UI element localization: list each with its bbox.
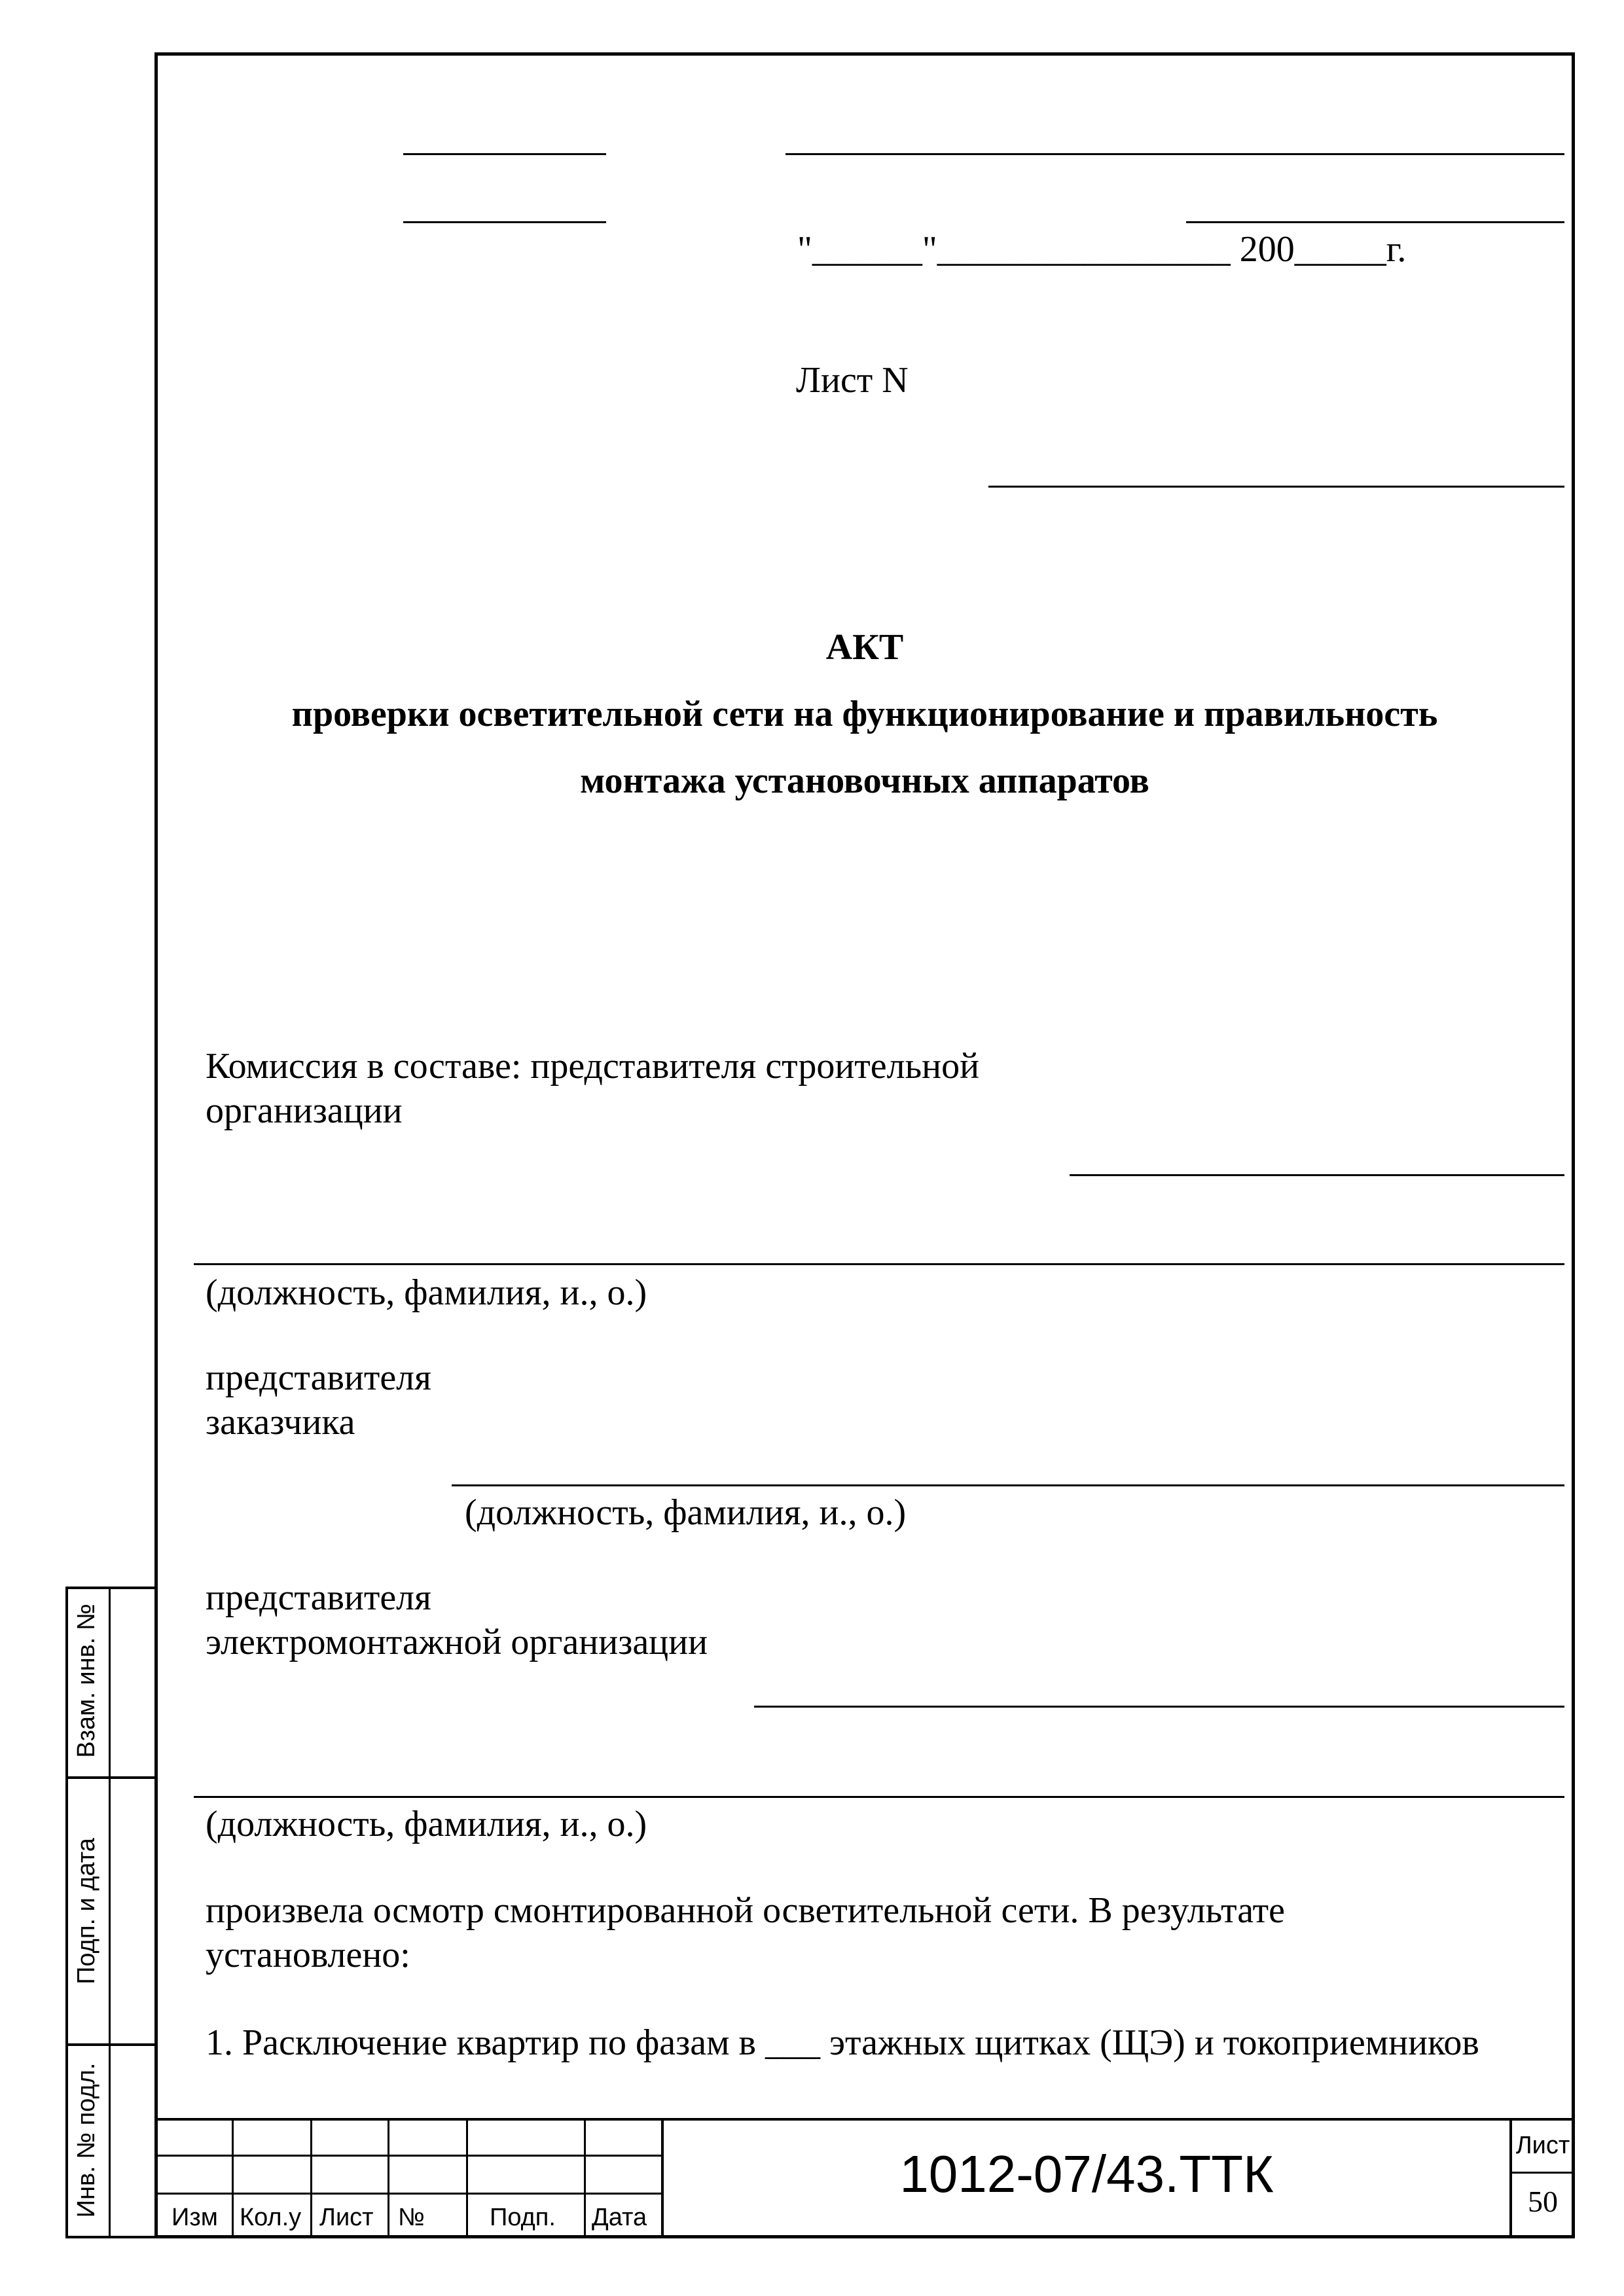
header-blank-line (785, 153, 1564, 155)
side-stamp-inv: Инв. № подл. (73, 2062, 100, 2218)
electro-text: представителя (206, 1577, 431, 1618)
header-blank-line (988, 486, 1564, 488)
title-block-border (154, 2118, 1575, 2121)
title-block-row (154, 2193, 662, 2195)
title-block-row (154, 2155, 662, 2157)
document-code: 1012-07/43.ТТК (899, 2145, 1274, 2203)
date-line: "______"________________ 200_____г. (797, 229, 1407, 270)
title-block-no: № (398, 2204, 425, 2231)
title-block-izm: Изм (171, 2204, 218, 2231)
sheet-number-label: Лист N (796, 360, 909, 401)
title-block-col (466, 2118, 468, 2238)
title-block-col (388, 2118, 389, 2238)
title-block-kolu: Кол.у (240, 2204, 302, 2231)
signature-line (754, 1706, 1564, 1708)
side-stamp-podp: Подп. и дата (73, 1838, 100, 1984)
header-blank-line (403, 153, 606, 155)
title-block-col (584, 2118, 586, 2238)
commission-text: организации (206, 1090, 403, 1131)
document-subtitle: проверки осветительной сети на функционирование и правильность (291, 694, 1438, 734)
sheet-number: 50 (1528, 2185, 1558, 2218)
title-block-list: Лист (319, 2204, 374, 2231)
title-block-sheet-label: Лист (1515, 2132, 1570, 2159)
title-block-col (310, 2118, 312, 2238)
commission-text: Комиссия в составе: представителя строительной (206, 1046, 980, 1086)
document-subtitle: монтажа установочных аппаратов (580, 761, 1149, 801)
title-block-data: Дата (592, 2204, 647, 2231)
inspection-text: произвела осмотр смонтированной осветительной сети. В результате (206, 1890, 1285, 1931)
side-stamp-vzam: Взам. инв. № (73, 1604, 100, 1758)
header-blank-line (403, 221, 606, 223)
title-block-row (1509, 2172, 1575, 2174)
signature-line (452, 1484, 1564, 1486)
inspection-text: установлено: (206, 1935, 410, 1975)
position-hint: (должность, фамилия, и., о.) (206, 1272, 647, 1313)
title-block-col (232, 2118, 234, 2238)
header-blank-line (1186, 221, 1564, 223)
signature-line (1070, 1174, 1564, 1176)
position-hint: (должность, фамилия, и., о.) (206, 1804, 647, 1844)
side-stamp-divider (109, 1587, 111, 2238)
customer-text: заказчика (206, 1402, 355, 1443)
position-hint: (должность, фамилия, и., о.) (465, 1492, 907, 1533)
item-1: 1. Расключение квартир по фазам в ___ этажных щитках (ЩЭ) и токоприемников (206, 2022, 1479, 2063)
electro-text: электромонтажной организации (206, 1622, 708, 1662)
signature-line (194, 1796, 1564, 1798)
document-title: АКТ (825, 627, 904, 668)
title-block-podp: Подп. (490, 2204, 556, 2231)
customer-text: представителя (206, 1357, 431, 1398)
signature-line (194, 1263, 1564, 1265)
